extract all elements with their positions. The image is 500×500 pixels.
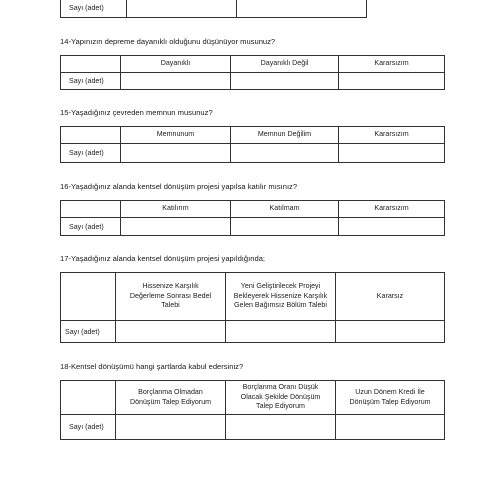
column-header: Dayanıklı Değil: [231, 56, 339, 73]
column-header: Kararsızım: [339, 56, 445, 73]
empty-corner-cell: [61, 273, 116, 321]
empty-corner-cell: [61, 127, 121, 144]
column-header: Katılırım: [121, 201, 231, 218]
answer-cell[interactable]: [336, 321, 445, 343]
answer-cell[interactable]: [339, 73, 445, 90]
column-header: Kararsızım: [339, 127, 445, 144]
answer-table-previous: [60, 0, 367, 18]
answer-cell[interactable]: [116, 415, 226, 440]
empty-corner-cell: [61, 56, 121, 73]
answer-table-14: [60, 55, 445, 90]
row-label: Sayı (adet): [61, 0, 127, 18]
row-label: Sayı (adet): [61, 218, 121, 236]
row-label: Sayı (adet): [61, 144, 121, 163]
answer-cell[interactable]: [121, 218, 231, 236]
answer-cell[interactable]: [121, 73, 231, 90]
answer-cell[interactable]: [121, 144, 231, 163]
question-15-title: 15-Yaşadığınız çevreden memnun musunuz?: [60, 108, 213, 117]
answer-cell[interactable]: [339, 218, 445, 236]
column-header: Memnunum: [121, 127, 231, 144]
column-header: Dayanıklı: [121, 56, 231, 73]
question-17-title: 17-Yaşadığınız alanda kentsel dönüşüm projesi yapıldığında;: [60, 254, 266, 263]
column-header: Kararsız: [336, 273, 445, 321]
answer-cell[interactable]: [339, 144, 445, 163]
column-header: Memnun Değilim: [231, 127, 339, 144]
row-label: Sayı (adet): [61, 415, 116, 440]
question-16-title: 16-Yaşadığınız alanda kentsel dönüşüm projesi yapılsa katılır mısınız?: [60, 182, 298, 191]
column-header: Uzun Dönem Kredi İle Dönüşüm Talep Ediyorum: [336, 381, 445, 415]
column-header: Katılmam: [231, 201, 339, 218]
empty-corner-cell: [61, 381, 116, 415]
answer-cell[interactable]: [231, 144, 339, 163]
answer-table-18: [60, 380, 445, 440]
answer-cell[interactable]: [237, 0, 367, 18]
question-18-title: 18-Kentsel dönüşümü hangi şartlarda kabul edersiniz?: [60, 362, 244, 371]
column-header: Yeni Geliştirilecek Projeyi Bekleyerek Hissenize Karşılık Gelen Bağımsız Bölüm Talebi: [226, 273, 336, 321]
answer-cell[interactable]: [127, 0, 237, 18]
question-14-title: 14-Yapınızın depreme dayanıklı olduğunu düşünüyor musunuz?: [60, 37, 276, 46]
answer-table-16: [60, 200, 445, 236]
empty-corner-cell: [61, 201, 121, 218]
column-header: Kararsızım: [339, 201, 445, 218]
answer-cell[interactable]: [226, 415, 336, 440]
row-label: Sayı (adet): [61, 73, 121, 90]
answer-cell[interactable]: [231, 73, 339, 90]
answer-cell[interactable]: [226, 321, 336, 343]
answer-table-15: [60, 126, 445, 163]
answer-cell[interactable]: [116, 321, 226, 343]
column-header: Hissenize Karşılık Değerleme Sonrası Bedel Talebi: [116, 273, 226, 321]
row-label: Sayı (adet): [61, 321, 116, 343]
answer-cell[interactable]: [336, 415, 445, 440]
answer-table-17: [60, 272, 445, 343]
column-header: Borçlanma Olmadan Dönüşüm Talep Ediyorum: [116, 381, 226, 415]
column-header: Borçlanma Oranı Düşük Olacak Şekilde Dönüşüm Talep Ediyorum: [226, 381, 336, 415]
answer-cell[interactable]: [231, 218, 339, 236]
